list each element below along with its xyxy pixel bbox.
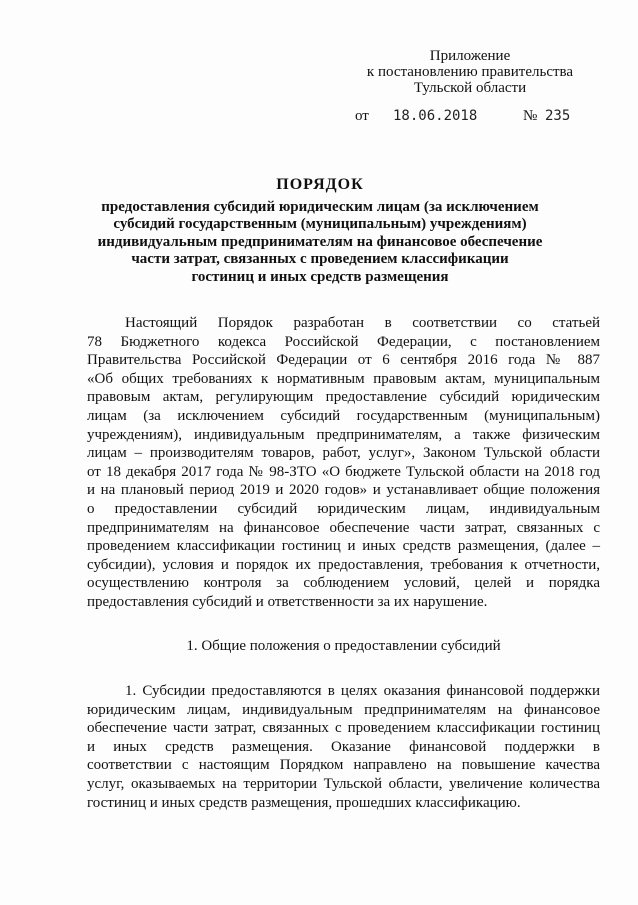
paragraph-line: осуществлению контроля за соблюдением условий, целей и порядка bbox=[87, 575, 600, 592]
section-paragraph bbox=[87, 682, 600, 812]
number-sign: № bbox=[523, 108, 538, 124]
paragraph-line: юридическим лицам, индивидуальным предпринимателям на финансовое bbox=[87, 701, 600, 718]
document-title bbox=[60, 176, 580, 286]
appendix-line: Приложение bbox=[429, 48, 511, 64]
paragraph-line: лицам (за исключением субсидий государственным (муниципальным) bbox=[87, 407, 600, 424]
paragraph-line: обеспечение части затрат, связанных с проведением классификации гостиниц bbox=[87, 720, 600, 737]
title-line: предоставления субсидий юридическим лицам (за исключением bbox=[101, 198, 539, 215]
paragraph-line: проведением классификации гостиниц и иных средств размещения, (далее – bbox=[87, 538, 600, 555]
paragraph-line: предпринимателям на финансовое обеспечение части затрат, связанных с bbox=[87, 519, 600, 536]
paragraph-line: и на плановый период 2019 и 2020 годов» и устанавливает общие положения bbox=[87, 482, 600, 499]
paragraph-line: 1. Субсидии предоставляются в целях оказания финансовой поддержки bbox=[125, 683, 600, 699]
paragraph-line: соответствии с настоящим Порядком направлено на повышение качества bbox=[87, 757, 600, 774]
date-number-line bbox=[355, 108, 585, 128]
paragraph-line: о предоставлении субсидий юридическим лицам, индивидуальным bbox=[87, 500, 600, 517]
appendix-line: к постановлению правительства bbox=[366, 64, 574, 80]
paragraph-line: гостиниц и иных средств размещения, прошедших классификацию. bbox=[87, 794, 521, 811]
document-number: 235 bbox=[545, 108, 571, 124]
appendix-line: Тульской области bbox=[413, 80, 527, 96]
date-prefix: от bbox=[355, 108, 369, 124]
paragraph-line: субсидии), условия и порядок их предоставления, требования к отчетности, bbox=[87, 556, 600, 573]
title-line: субсидий государственным (муниципальным) учреждениям) bbox=[113, 216, 527, 232]
title-line: индивидуальным предпринимателям на финансовое обеспечение bbox=[97, 233, 543, 250]
paragraph-line: Правительства Российской Федерации от 6 сентября 2016 года № 887 bbox=[87, 352, 600, 369]
intro-paragraph bbox=[87, 314, 600, 612]
paragraph-line: предоставления субсидий и ответственности за их нарушение. bbox=[87, 593, 488, 610]
paragraph-line: лицам – производителям товаров, работ, услуг», Законом Тульской области bbox=[87, 445, 600, 462]
title-line: части затрат, связанных с проведением классификации bbox=[131, 251, 509, 267]
paragraph-line: 78 Бюджетного кодекса Российской Федерации, с постановлением bbox=[87, 333, 600, 350]
paragraph-line: учреждениям), индивидуальным предпринимателям, а также физическим bbox=[87, 426, 600, 443]
paragraph-line: от 18 декабря 2017 года № 98-ЗТО «О бюджете Тульской области на 2018 год bbox=[87, 463, 600, 480]
paragraph-line: и иных средств размещения. Оказание финансовой поддержки в bbox=[87, 738, 600, 755]
title-line: гостиниц и иных средств размещения bbox=[191, 268, 449, 285]
paragraph-line: Настоящий Порядок разработан в соответствии со статьей bbox=[125, 315, 600, 331]
title-main: ПОРЯДОК bbox=[276, 176, 364, 193]
paragraph-line: услуг, оказываемых на территории Тульской области, увеличение количества bbox=[87, 775, 600, 792]
paragraph-line: «Об общих требованиях к нормативным правовым актам, муниципальным bbox=[87, 370, 600, 387]
section-heading: 1. Общие положения о предоставлении субсидий bbox=[186, 638, 501, 654]
appendix-block bbox=[340, 48, 600, 96]
document-date: 18.06.2018 bbox=[393, 108, 478, 124]
paragraph-line: правовым актам, регулирующим предоставление субсидий юридическим bbox=[87, 389, 600, 406]
